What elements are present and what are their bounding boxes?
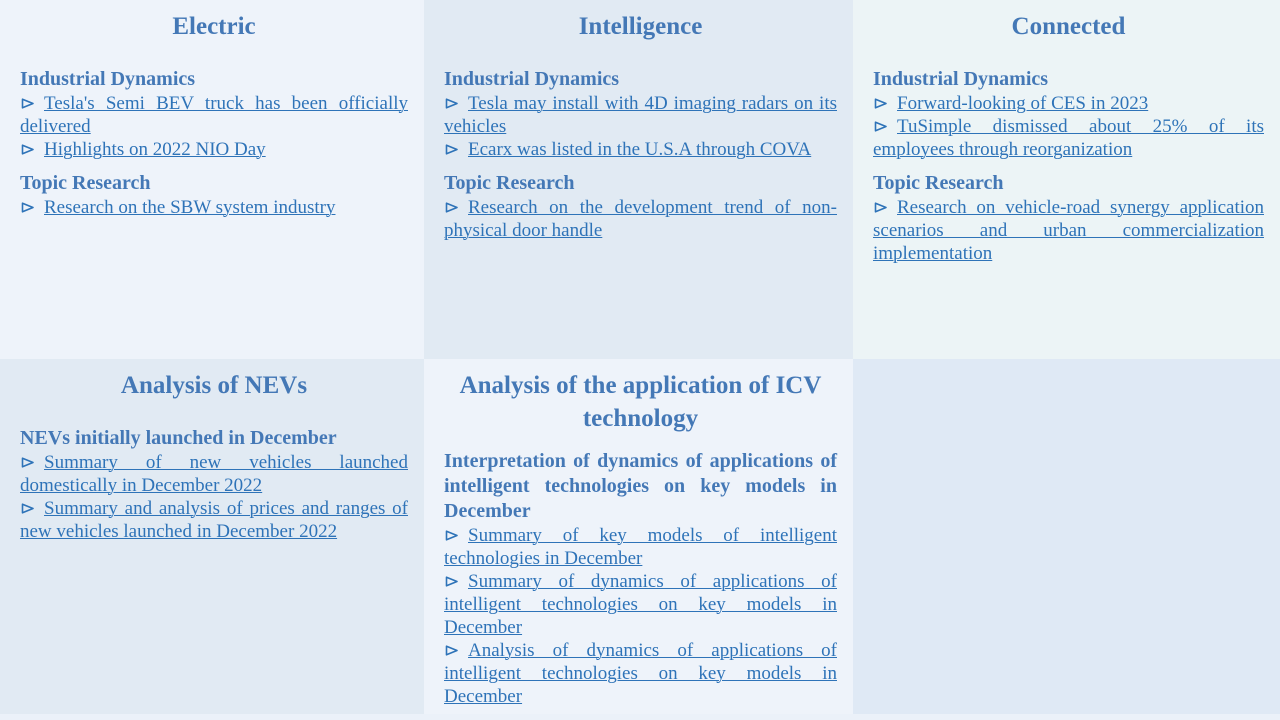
link-item (444, 639, 837, 708)
link-prices-ranges-analysis[interactable]: Summary and analysis of prices and ranges of new vehicles launched in December 2022 (20, 498, 408, 542)
arrow-bullet-icon (873, 96, 888, 109)
link-item (444, 570, 837, 639)
link-tech-dynamics-analysis[interactable]: Analysis of dynamics of applications of intelligent technologies on key models in December (444, 640, 837, 707)
section-topic-research (20, 171, 408, 219)
link-tusimple-layoffs[interactable]: TuSimple dismissed about 25% of its employees through reorganization (873, 116, 1264, 160)
link-tech-dynamics-summary[interactable]: Summary of dynamics of applications of intelligent technologies on key models in December (444, 571, 837, 638)
link-tesla-semi-delivered[interactable]: Tesla's Semi BEV truck has been officially delivered (20, 93, 408, 137)
link-vehicle-road-synergy[interactable]: Research on vehicle-road synergy application scenarios and urban commercialization implementation (873, 197, 1264, 264)
card-title-electric: Electric (172, 13, 256, 40)
section-heading-icv-interpretation: Interpretation of dynamics of applications of intelligent technologies on key models in December (444, 450, 837, 522)
card-electric (0, 0, 424, 359)
arrow-bullet-icon (20, 142, 35, 155)
link-item (444, 92, 837, 138)
link-key-models-summary[interactable]: Summary of key models of intelligent technologies in December (444, 525, 837, 569)
section-heading-industrial-dynamics: Industrial Dynamics (873, 68, 1049, 90)
arrow-bullet-icon (444, 574, 459, 587)
link-2022-nio-day[interactable]: Highlights on 2022 NIO Day (44, 139, 266, 160)
link-item (444, 138, 837, 161)
card-icv-technology (424, 359, 853, 714)
link-item (873, 92, 1264, 115)
arrow-bullet-icon (20, 96, 35, 109)
arrow-bullet-icon (444, 96, 459, 109)
arrow-bullet-icon (444, 528, 459, 541)
section-topic-research (873, 171, 1264, 265)
link-item (444, 524, 837, 570)
section-heading-nevs-december: NEVs initially launched in December (20, 427, 337, 449)
arrow-bullet-icon (873, 119, 888, 132)
link-non-physical-door-handle[interactable]: Research on the development trend of non-physical door handle (444, 197, 837, 241)
link-item (873, 115, 1264, 161)
link-item (20, 451, 408, 497)
arrow-bullet-icon (20, 501, 35, 514)
section-industrial-dynamics (873, 67, 1264, 161)
link-item (20, 196, 408, 219)
link-ces-2023[interactable]: Forward-looking of CES in 2023 (897, 93, 1149, 114)
section-industrial-dynamics (20, 67, 408, 161)
card-title-intelligence: Intelligence (578, 13, 703, 40)
link-item (444, 196, 837, 242)
link-tesla-4d-radars[interactable]: Tesla may install with 4D imaging radars on its vehicles (444, 93, 837, 137)
section-industrial-dynamics (444, 67, 837, 161)
section-heading-industrial-dynamics: Industrial Dynamics (444, 68, 620, 90)
card-analysis-nevs (0, 359, 424, 714)
link-item (20, 497, 408, 543)
link-new-vehicles-summary[interactable]: Summary of new vehicles launched domestically in December 2022 (20, 452, 408, 496)
link-item (873, 196, 1264, 265)
card-title-connected: Connected (1011, 13, 1126, 40)
section-heading-topic-research: Topic Research (873, 172, 1004, 194)
arrow-bullet-icon (444, 142, 459, 155)
card-intelligence (424, 0, 853, 359)
section-topic-research (444, 171, 837, 242)
link-sbw-system-research[interactable]: Research on the SBW system industry (44, 197, 336, 218)
section-heading-topic-research: Topic Research (444, 172, 575, 194)
section-icv-interpretation (444, 449, 837, 708)
section-heading-industrial-dynamics: Industrial Dynamics (20, 68, 196, 90)
card-title-analysis-nevs: Analysis of NEVs (120, 372, 308, 399)
bottom-strip (0, 714, 1280, 720)
arrow-bullet-icon (20, 200, 35, 213)
section-nevs-december (20, 426, 408, 543)
link-ecarx-listed-cova[interactable]: Ecarx was listed in the U.S.A through COVA (468, 139, 812, 160)
arrow-bullet-icon (20, 455, 35, 468)
card-empty (853, 359, 1280, 714)
arrow-bullet-icon (444, 200, 459, 213)
arrow-bullet-icon (444, 643, 459, 656)
arrow-bullet-icon (873, 200, 888, 213)
card-connected (853, 0, 1280, 359)
section-heading-topic-research: Topic Research (20, 172, 151, 194)
link-item (20, 92, 408, 138)
card-title-icv-technology: Analysis of the application of ICV technology (459, 372, 822, 432)
link-item (20, 138, 408, 161)
